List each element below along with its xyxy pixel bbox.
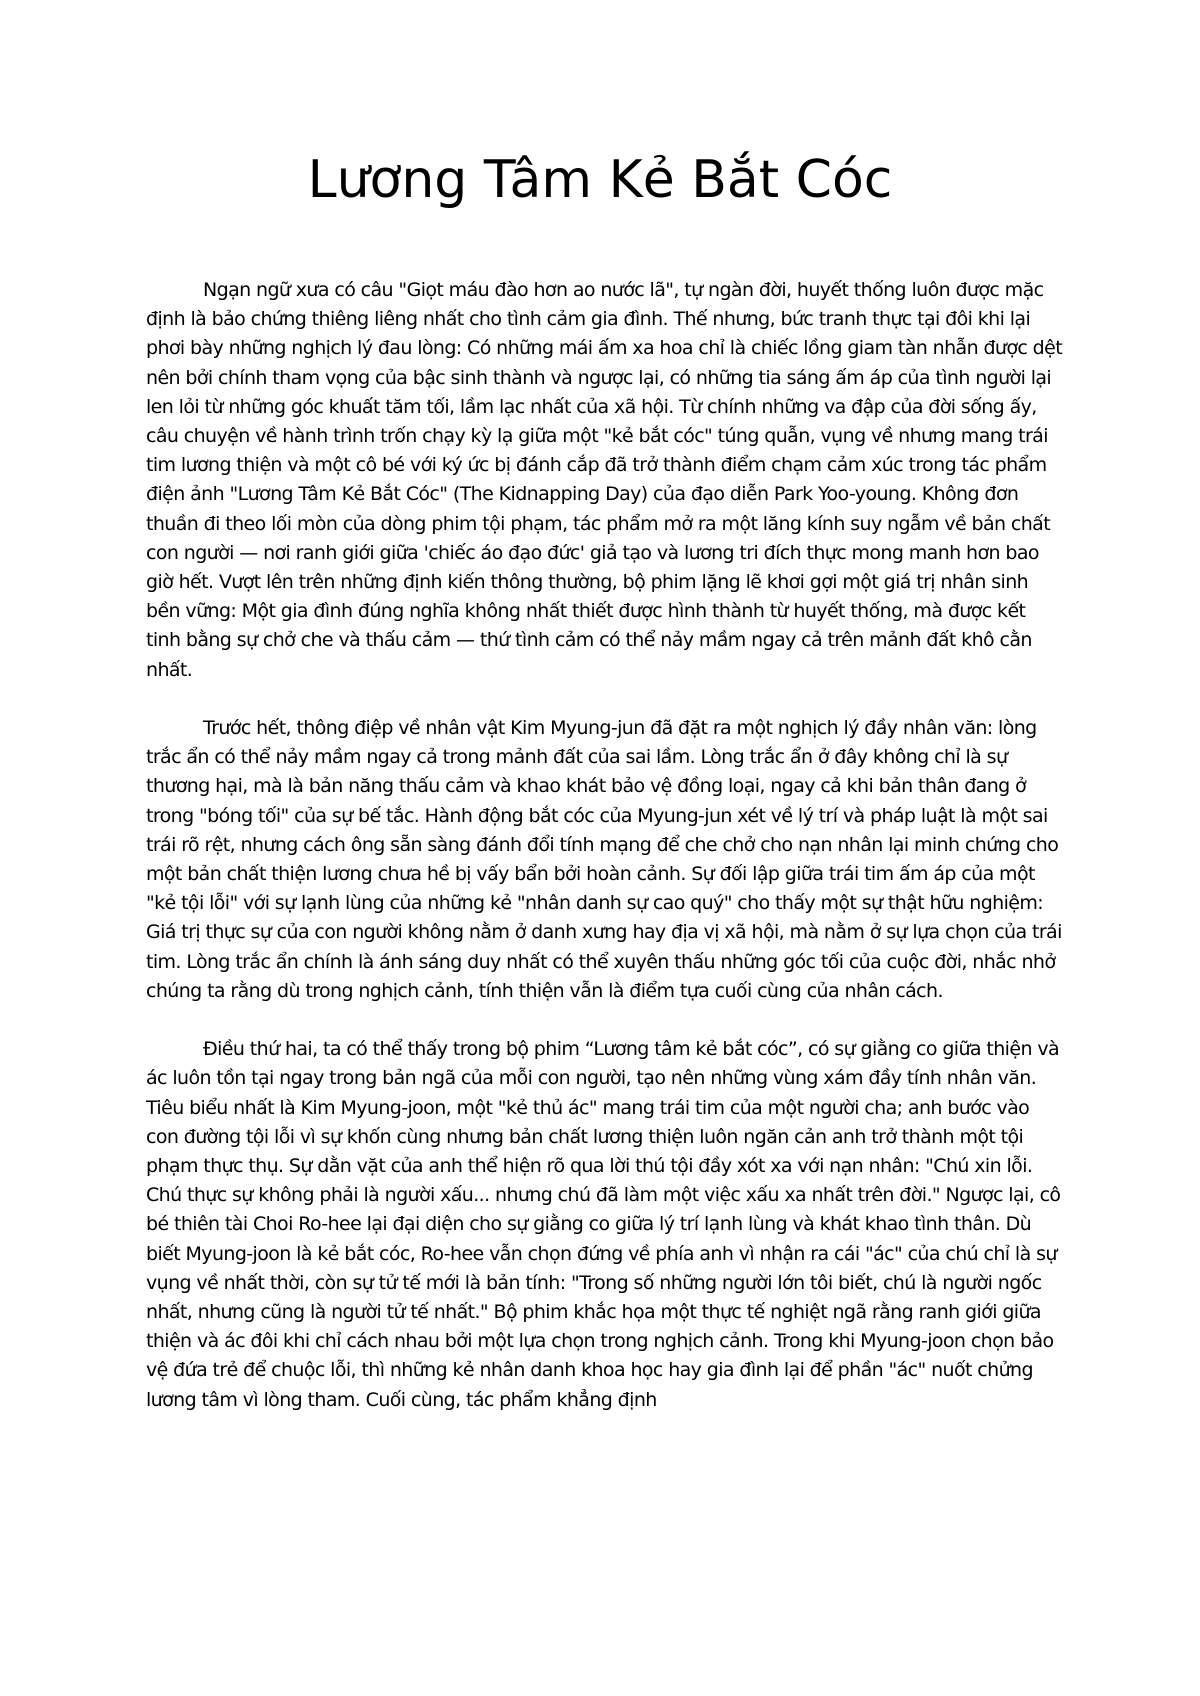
paragraph-intro: Ngạn ngữ xưa có câu "Giọt máu đào hơn ao nước lã", tự ngàn đời, huyết thống luôn được mặc định là bảo chứng thiêng liêng nhất cho tình cảm gia đình. Thế nhưng, bức tranh thực tại đôi khi lại phơi bày những nghịch lý đau lòng: Có những mái ấm xa hoa chỉ là chiếc lồng giam tàn nhẫn được dệt nên bởi chính tham vọng của bậc sinh thành và ngược lại, có những tia sáng ấm áp của tình người lại len lỏi từ những góc khuất tăm tối, lầm lạc nhất của xã hội. Từ chính những va đập của đời sống ấy, câu chuyện về hành trình trốn chạy kỳ lạ giữa một "kẻ bắt cóc" túng quẫn, vụng về nhưng mang trái tim lương thiện và một cô bé với ký ức bị đánh cắp đã trở thành điểm chạm cảm xúc trong tác phẩm điện ảnh "Lương Tâm Kẻ Bắt Cóc" (The Kidnapping Day) của đạo diễn Park Yoo-young. Không đơn thuần đi theo lối mòn của dòng phim tội phạm, tác phẩm mở ra một lăng kính suy ngẫm về bản chất con người — nơi ranh giới giữa 'chiếc áo đạo đức' giả tạo và lương tri đích thực mong manh hơn bao giờ hết. Vượt lên trên những định kiến thông thường, bộ phim lặng lẽ khơi gợi một giá trị nhân sinh bền vững: Một gia đình đúng nghĩa không nhất thiết được hình thành từ huyết thống, mà được kết tinh bằng sự chở che và thấu cảm — thứ tình cảm có thể nảy mầm ngay cả trên mảnh đất khô cằn nhất.	[146, 279, 1063, 681]
document-title: Lương Tâm Kẻ Bắt Cóc	[307, 150, 893, 210]
document-body	[146, 276, 1064, 1444]
paragraph-second-point: Điều thứ hai, ta có thể thấy trong bộ phim “Lương tâm kẻ bắt cóc”, có sự giằng co giữa thiện và ác luôn tồn tại ngay trong bản ngã của mỗi con người, tạo nên những vùng xám đầy tính nhân văn. Tiêu biểu nhất là Kim Myung-joon, một "kẻ thủ ác" mang trái tim của một người cha; anh bước vào con đường tội lỗi vì sự khốn cùng nhưng bản chất lương thiện luôn ngăn cản anh trở thành một tội phạm thực thụ. Sự dằn vặt của anh thể hiện rõ qua lời thú tội đầy xót xa với nạn nhân: "Chú xin lỗi. Chú thực sự không phải là người xấu... nhưng chú đã làm một việc xấu xa nhất trên đời." Ngược lại, cô bé thiên tài Choi Ro-hee lại đại diện cho sự giằng co giữa lý trí lạnh lùng và khát khao tình thân. Dù biết Myung-joon là kẻ bắt cóc, Ro-hee vẫn chọn đứng về phía anh vì nhận ra cái "ác" của chú chỉ là sự vụng về nhất thời, còn sự tử tế mới là bản tính: "Trong số những người lớn tôi biết, chú là người ngốc nhất, nhưng cũng là người tử tế nhất." Bộ phim khắc họa một thực tế nghiệt ngã rằng ranh giới giữa thiện và ác đôi khi chỉ cách nhau bởi một lựa chọn trong nghịch cảnh. Trong khi Myung-joon chọn bảo vệ đứa trẻ để chuộc lỗi, thì những kẻ nhân danh khoa học hay gia đình lại để phần "ác" nuốt chửng lương tâm vì lòng tham. Cuối cùng, tác phẩm khẳng định	[146, 1038, 1061, 1411]
paragraph-first-point: Trước hết, thông điệp về nhân vật Kim Myung-jun đã đặt ra một nghịch lý đầy nhân văn: lòng trắc ẩn có thể nảy mầm ngay cả trong mảnh đất của sai lầm. Lòng trắc ẩn ở đây không chỉ là sự thương hại, mà là bản năng thấu cảm và khao khát bảo vệ đồng loại, ngay cả khi bản thân đang ở trong "bóng tối" của sự bế tắc. Hành động bắt cóc của Myung-jun xét về lý trí và pháp luật là một sai trái rõ rệt, nhưng cách ông sẵn sàng đánh đổi tính mạng để che chở cho nạn nhân lại minh chứng cho một bản chất thiện lương chưa hề bị vấy bẩn bởi hoàn cảnh. Sự đối lập giữa trái tim ấm áp của một "kẻ tội lỗi" với sự lạnh lùng của những kẻ "nhân danh sự cao quý" cho thấy một sự thật hữu nghiệm: Giá trị thực sự của con người không nằm ở danh xưng hay địa vị xã hội, mà nằm ở sự lựa chọn của trái tim. Lòng trắc ẩn chính là ánh sáng duy nhất có thể xuyên thấu những góc tối của cuộc đời, nhắc nhở chúng ta rằng dù trong nghịch cảnh, tính thiện vẫn là điểm tựa cuối cùng của nhân cách.	[146, 717, 1062, 1002]
